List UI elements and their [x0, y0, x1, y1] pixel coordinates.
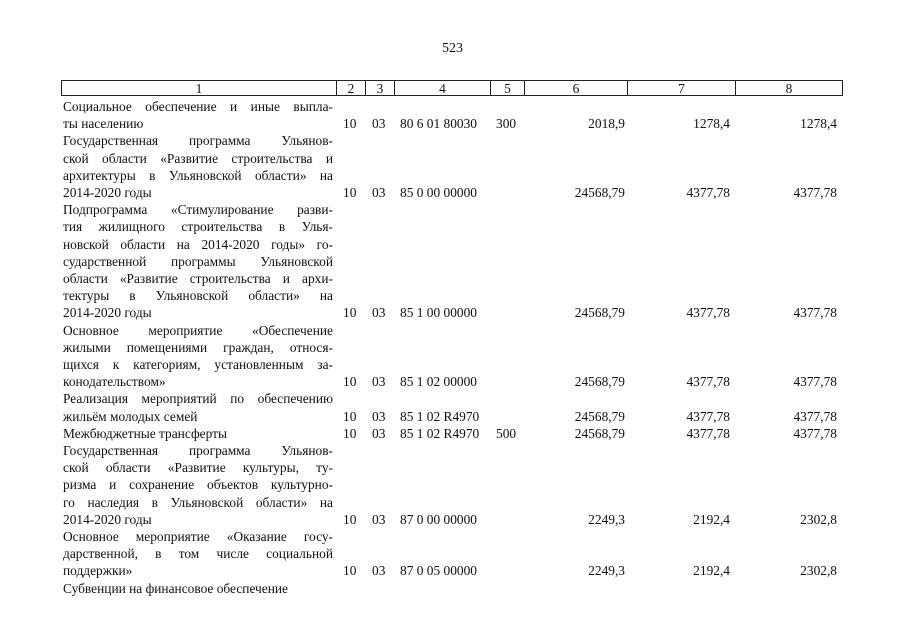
section-code: 10	[343, 563, 357, 579]
header-cell-3: 3	[365, 80, 395, 96]
amount-col-8: 4377,78	[793, 374, 837, 390]
header-cell-2: 2	[336, 80, 366, 96]
row-name-line: Государственная программа Ульянов-	[63, 443, 333, 458]
section-code: 10	[343, 425, 357, 441]
row-name-line: новской области на 2014-2020 годы» го-	[63, 236, 333, 252]
row-name-line: Подпрограмма «Стимулирование разви-	[63, 202, 333, 218]
section-code: 10	[343, 116, 357, 132]
target-article-code: 87 0 05 00000	[400, 563, 477, 579]
row-name-line: архитектуры в Ульяновской области» на	[63, 167, 333, 183]
target-article-code: 85 1 02 00000	[400, 374, 477, 390]
row-name-line: 2014-2020 годы	[63, 305, 152, 321]
target-article-code: 85 0 00 00000	[400, 184, 477, 200]
target-article-code: 85 1 02 R4970	[400, 425, 480, 441]
row-name-line: дарственной, в том числе социальной	[63, 546, 333, 562]
row-name-line: Основное мероприятие «Обеспечение	[63, 322, 333, 338]
amount-col-7: 4377,78	[686, 374, 730, 390]
row-name-line: области «Развитие строительства и архи-	[63, 270, 333, 286]
amount-col-8: 4377,78	[793, 408, 837, 424]
row-name-line: Реализация мероприятий по обеспечению	[63, 391, 333, 407]
amount-col-6: 2249,3	[588, 563, 625, 579]
amount-col-6: 24568,79	[574, 408, 625, 424]
row-name-line: Основное мероприятие «Оказание госу-	[63, 529, 333, 544]
amount-col-7: 4377,78	[686, 408, 730, 424]
target-article-code: 80 6 01 80030	[400, 116, 477, 132]
subsection-code: 03	[372, 116, 386, 132]
section-code: 10	[343, 374, 357, 390]
row-name-line: ской области «Развитие строительства и	[63, 150, 333, 166]
row-name-line: жильём молодых семей	[63, 408, 198, 424]
target-article-code: 85 1 00 00000	[400, 305, 477, 321]
row-name-line: сударственной программы Ульяновской	[63, 253, 333, 269]
row-name-line: ризма и сохранение объектов культурно-	[63, 477, 333, 493]
row-name-line: Социальное обеспечение и иные выпла-	[63, 99, 333, 114]
amount-col-6: 24568,79	[574, 184, 625, 200]
page-number: 523	[442, 41, 463, 56]
row-name-line: Государственная программа Ульянов-	[63, 133, 333, 149]
amount-col-8: 4377,78	[793, 305, 837, 321]
header-cell-1: 1	[61, 80, 337, 96]
section-code: 10	[343, 184, 357, 200]
amount-col-8: 1278,4	[800, 116, 837, 132]
amount-col-8: 4377,78	[793, 184, 837, 200]
row-name-line: поддержки»	[63, 563, 133, 579]
amount-col-6: 2249,3	[588, 511, 625, 527]
subsection-code: 03	[372, 374, 386, 390]
amount-col-7: 2192,4	[693, 511, 730, 527]
row-name-line: конодательством»	[63, 374, 166, 390]
amount-col-6: 24568,79	[574, 374, 625, 390]
row-name-line: ской области «Развитие культуры, ту-	[63, 460, 333, 476]
amount-col-6: 24568,79	[574, 425, 625, 441]
row-name-line: Межбюджетные трансферты	[63, 425, 227, 441]
section-code: 10	[343, 305, 357, 321]
header-cell-6: 6	[524, 80, 628, 96]
row-name-line: 2014-2020 годы	[63, 511, 152, 527]
amount-col-6: 2018,9	[588, 116, 625, 132]
amount-col-8: 4377,78	[793, 425, 837, 441]
expense-type-code: 500	[496, 425, 517, 441]
header-cell-5: 5	[490, 80, 525, 96]
subsection-code: 03	[372, 425, 386, 441]
subsection-code: 03	[372, 563, 386, 579]
row-name-line: Субвенции на финансовое обеспечение	[63, 580, 289, 596]
amount-col-7: 2192,4	[693, 563, 730, 579]
row-name-line: тия жилищного строительства в Улья-	[63, 219, 333, 235]
row-name-line: щихся к категориям, установленным за-	[63, 356, 333, 372]
header-cell-8: 8	[735, 80, 843, 96]
row-name-line: 2014-2020 годы	[63, 184, 152, 200]
header-cell-7: 7	[627, 80, 736, 96]
row-name-line: го наследия в Ульяновской области» на	[63, 494, 333, 510]
subsection-code: 03	[372, 408, 386, 424]
amount-col-7: 4377,78	[686, 184, 730, 200]
expense-type-code: 300	[496, 116, 517, 132]
row-name-line: ты населению	[63, 116, 144, 132]
section-code: 10	[343, 408, 357, 424]
amount-col-8: 2302,8	[800, 511, 837, 527]
header-cell-4: 4	[394, 80, 491, 96]
target-article-code: 87 0 00 00000	[400, 511, 477, 527]
amount-col-7: 1278,4	[693, 116, 730, 132]
amount-col-7: 4377,78	[686, 425, 730, 441]
section-code: 10	[343, 511, 357, 527]
subsection-code: 03	[372, 305, 386, 321]
subsection-code: 03	[372, 184, 386, 200]
amount-col-7: 4377,78	[686, 305, 730, 321]
amount-col-6: 24568,79	[574, 305, 625, 321]
row-name-line: тектуры в Ульяновской области» на	[63, 288, 333, 304]
amount-col-8: 2302,8	[800, 563, 837, 579]
target-article-code: 85 1 02 R4970	[400, 408, 480, 424]
row-name-line: жилыми помещениями граждан, относя-	[63, 339, 333, 355]
subsection-code: 03	[372, 511, 386, 527]
table-header	[61, 80, 843, 97]
